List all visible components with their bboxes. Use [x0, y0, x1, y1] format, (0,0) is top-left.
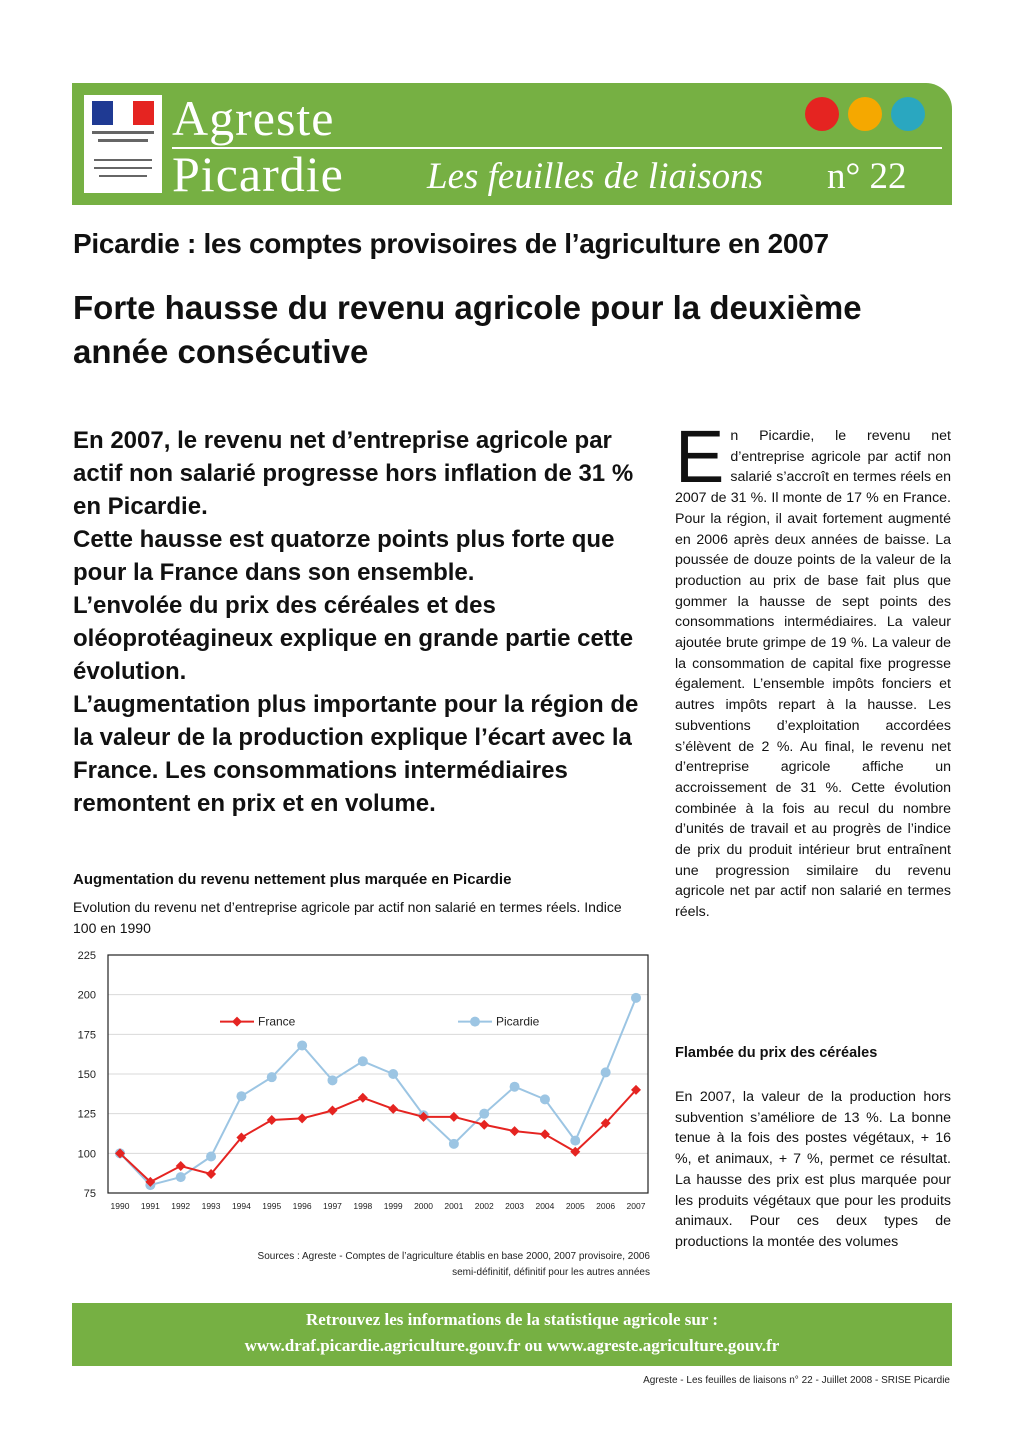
- kicker: Picardie : les comptes provisoires de l’agriculture en 2007: [73, 228, 829, 259]
- logo-text-line: [92, 131, 154, 134]
- blue-dot-icon: [891, 97, 925, 131]
- data-point-picardie: [570, 1136, 580, 1146]
- x-tick-label: 2001: [444, 1201, 464, 1211]
- data-point-picardie: [510, 1082, 520, 1092]
- y-tick-label: 100: [77, 1148, 96, 1161]
- data-point-picardie: [631, 993, 641, 1003]
- x-tick-label: 1994: [231, 1201, 251, 1211]
- lead-sentence: Cette hausse est quatorze points plus forte que pour la France dans son ensemble.: [73, 526, 615, 586]
- footer-band: [72, 1303, 952, 1366]
- data-point-france: [540, 1129, 550, 1139]
- x-tick-label: 1991: [140, 1201, 160, 1211]
- headline: Forte hausse du revenu agricole pour la deuxième année consécutive: [73, 289, 862, 370]
- data-point-picardie: [358, 1056, 368, 1066]
- section-paragraph: En 2007, la valeur de la production hors subvention s’améliore de 13 %. La bonne tenue à la fois des postes végétaux, + 16 %, et animaux, + 7 %, permet ce résultat. La hausse des prix est plus marquée pour les produits végétaux que pour les produits animaux. Pour ces deux types de productions la montée des volumes: [675, 1089, 951, 1250]
- x-tick-label: 2005: [565, 1201, 585, 1211]
- footer-caption: Retrouvez les informations de la statistique agricole sur :: [305, 1310, 719, 1329]
- body-text: [675, 415, 951, 923]
- data-point-france: [510, 1126, 520, 1136]
- logo-text-line: [94, 159, 152, 161]
- y-tick-label: 75: [83, 1188, 96, 1200]
- data-point-france: [267, 1115, 277, 1125]
- data-point-picardie: [479, 1109, 489, 1119]
- x-tick-label: 1996: [292, 1201, 312, 1211]
- y-tick-label: 200: [77, 989, 96, 1002]
- data-point-picardie: [206, 1152, 216, 1162]
- page-footer: Agreste - Les feuilles de liaisons n° 22 - Juillet 2008 - SRISE Picardie: [643, 1375, 950, 1386]
- x-tick-label: 1995: [262, 1201, 282, 1211]
- data-point-france: [479, 1120, 489, 1130]
- chart-subtitle: Evolution du revenu net d’entreprise agricole par actif non salarié en termes réels. Indice 100 en 1990: [73, 899, 622, 936]
- data-point-picardie: [540, 1094, 550, 1104]
- red-dot-icon: [805, 97, 839, 131]
- data-point-france: [358, 1093, 368, 1103]
- y-tick-label: 225: [77, 950, 96, 962]
- legend-label: France: [258, 1014, 296, 1029]
- header-band: [72, 83, 952, 205]
- data-point-france: [297, 1113, 307, 1123]
- lead-sentence: L’envolée du prix des céréales et des oléoprotéagineux explique en grande partie cette évolution.: [73, 592, 634, 685]
- y-tick-label: 125: [77, 1108, 96, 1121]
- logo-text-line: [94, 167, 152, 169]
- x-tick-label: 2003: [505, 1201, 525, 1211]
- x-tick-label: 2000: [414, 1201, 433, 1211]
- lead-sentence: En 2007, le revenu net d’entreprise agricole par actif non salarié progresse hors inflation de 31 % en Picardie.: [73, 427, 634, 520]
- x-tick-label: 1990: [110, 1201, 130, 1211]
- y-tick-label: 150: [77, 1069, 96, 1081]
- data-point-picardie: [388, 1069, 398, 1079]
- x-tick-label: 2002: [474, 1201, 494, 1211]
- x-tick-label: 1992: [171, 1201, 191, 1211]
- x-tick-label: 2004: [535, 1201, 555, 1211]
- data-point-picardie: [601, 1067, 611, 1077]
- data-point-picardie: [297, 1040, 307, 1050]
- legend-label: Picardie: [496, 1014, 540, 1029]
- x-tick-label: 1993: [201, 1201, 221, 1211]
- section-heading: Flambée du prix des céréales: [675, 1045, 878, 1061]
- drop-cap: E: [675, 415, 725, 498]
- data-point-picardie: [236, 1091, 246, 1101]
- y-tick-label: 175: [77, 1029, 96, 1042]
- logo-text-line: [98, 139, 148, 142]
- legend-marker: [470, 1017, 480, 1027]
- lead-sentence: L’augmentation plus importante pour la région de la valeur de la production explique l’écart avec la France. Les consommations intermédiaires remontent en prix et en volume.: [73, 691, 639, 817]
- ministry-logo: [84, 95, 162, 193]
- legend-marker: [232, 1017, 242, 1027]
- issue-number: n° 22: [827, 156, 907, 197]
- line-chart: [60, 945, 660, 1220]
- brand-picardie: Picardie: [172, 146, 344, 202]
- data-point-picardie: [176, 1172, 186, 1182]
- x-tick-label: 2007: [626, 1201, 646, 1211]
- footer-links[interactable]: www.draf.picardie.agriculture.gouv.fr ou www.agreste.agriculture.gouv.fr: [244, 1336, 780, 1355]
- data-point-picardie: [327, 1075, 337, 1085]
- series-line-picardie: [120, 998, 636, 1185]
- x-tick-label: 2006: [596, 1201, 616, 1211]
- x-tick-label: 1999: [383, 1201, 403, 1211]
- series-name: Les feuilles de liaisons: [427, 156, 764, 197]
- data-point-picardie: [267, 1072, 277, 1082]
- logo-text-line: [99, 175, 147, 177]
- x-tick-label: 1997: [323, 1201, 342, 1211]
- data-point-france: [176, 1161, 186, 1171]
- chart-source: Sources : Agreste - Comptes de l’agriculture établis en base 2000, 2007 provisoire, 2006 semi-définitif, définitif pour les autres années: [257, 1251, 650, 1278]
- lead-paragraph: [73, 424, 648, 820]
- brand-agreste: Agreste: [172, 90, 335, 146]
- body-paragraph: n Picardie, le revenu net d’entreprise agricole par actif non salarié s’accroît en termes réels en 2007 de 31 %. Il monte de 17 % en France. Pour la région, il avait fortement augmenté en 2006 après deux années de baisse. La poussée de douze points de la valeur de la production au prix de base fait plus que gommer la hausse de sept points des consommations intermédiaires. La valeur ajoutée brute grimpe de 19 %. La valeur de la consommation de capital fixe progresse également. L’ensemble impôts fonciers et autres impôts repart à la hausse. Les subventions d’exploitation accordées s’élèvent de 2 %. Au final, le revenu net d’entreprise agricole affiche un accroissement de 31 %. Cette évolution combinée à la fois au recul du nombre d’unités de travail et au progrès de l’indice de prix du produit intérieur brut entraînent une progression similaire du revenu agricole net par actif non salarié en termes réels.: [675, 428, 951, 921]
- series-line-france: [120, 1090, 636, 1182]
- chart-title: Augmentation du revenu nettement plus marquée en Picardie: [73, 871, 512, 888]
- flag-icon: [92, 101, 154, 125]
- data-point-france: [388, 1104, 398, 1114]
- x-tick-label: 1998: [353, 1201, 373, 1211]
- orange-dot-icon: [848, 97, 882, 131]
- data-point-picardie: [449, 1139, 459, 1149]
